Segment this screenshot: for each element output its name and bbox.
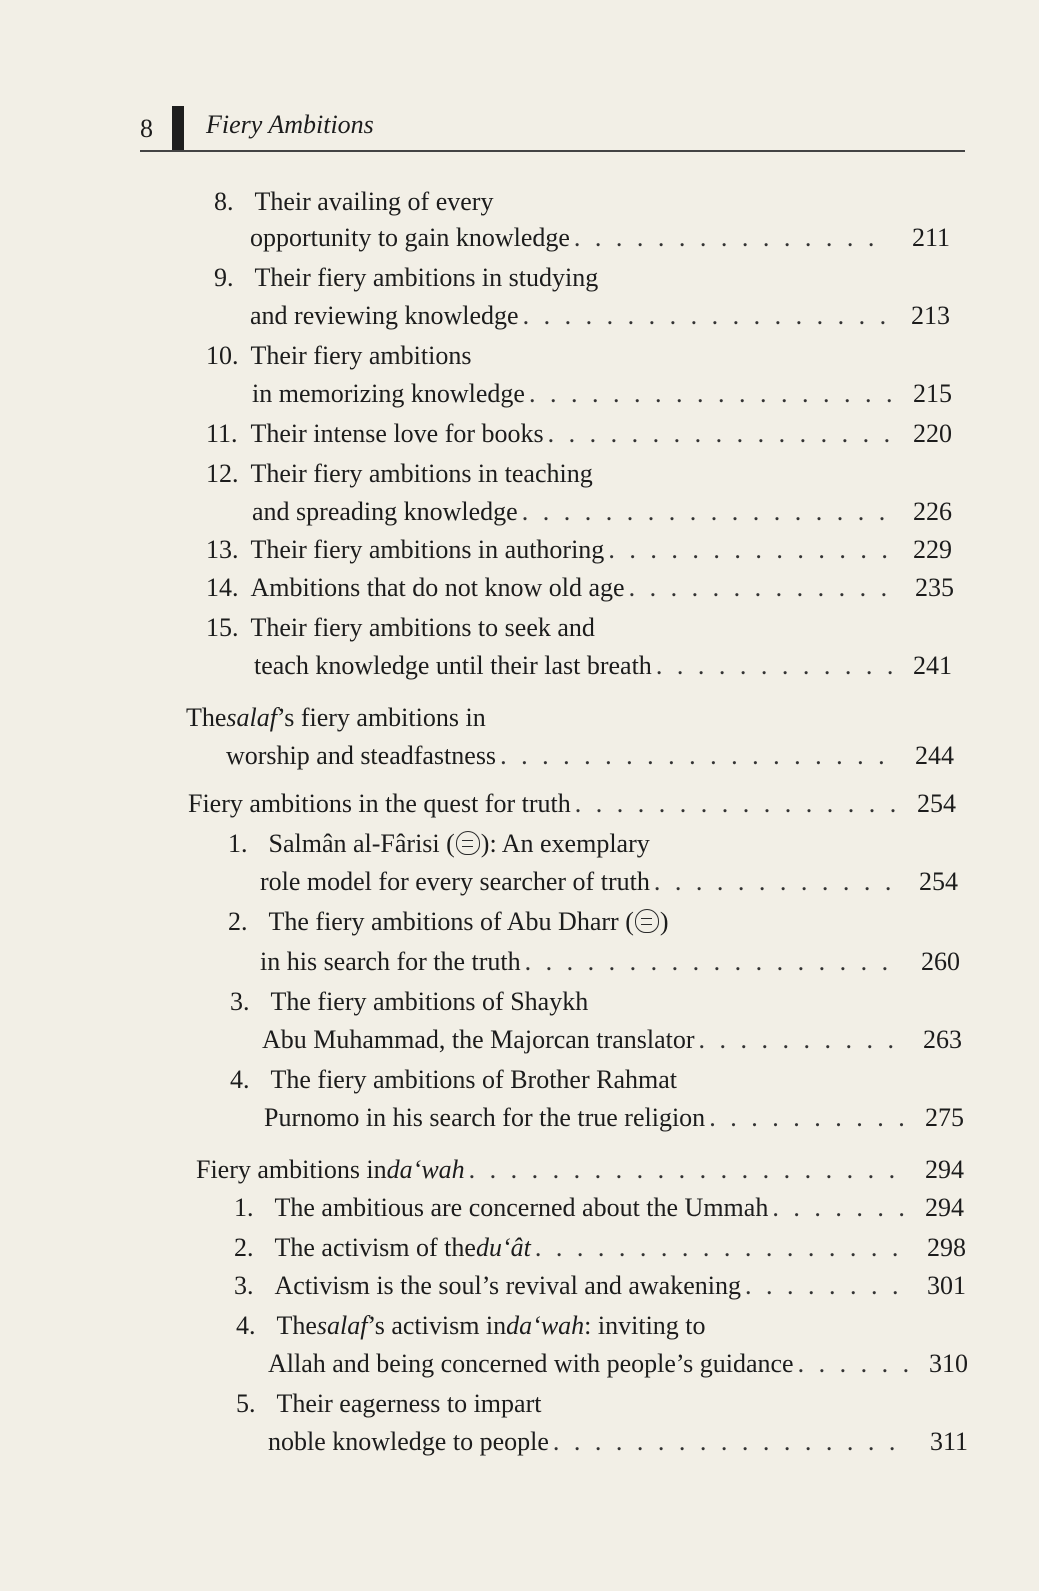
- toc-entry-text: Their fiery ambitions in studying: [254, 263, 599, 292]
- toc-dawah-4: 4. The salaf ’s activism in da‘wah : inviting to: [236, 1311, 706, 1340]
- toc-page-number: 294: [925, 1155, 964, 1184]
- toc-entry-11: 11. Their intense love for books . . . 220: [206, 416, 952, 452]
- toc-dawah-4-cont: [268, 1346, 968, 1382]
- toc-entry-text: Their eagerness to impart: [276, 1389, 542, 1418]
- toc-page-number: 311: [929, 1427, 968, 1456]
- leader-dots: [699, 1022, 903, 1058]
- toc-entry-text: The fiery ambitions of Shaykh: [270, 987, 589, 1016]
- toc-entry-14: 14. Ambitions that do not know old age . . . 235: [206, 570, 954, 606]
- toc-page-number: 213: [911, 301, 950, 330]
- toc-page-number: 254: [917, 789, 956, 818]
- toc-entry-text: Their availing of every: [254, 187, 494, 216]
- toc-section-dawah: Fiery ambitions in da‘wah . . . 294: [196, 1152, 964, 1188]
- honorific-icon: [635, 909, 659, 933]
- toc-dawah-1: 1. The ambitious are concerned about the Ummah . . . 294: [234, 1190, 964, 1226]
- honorific-icon: [456, 831, 480, 855]
- toc-page-number: 294: [925, 1193, 964, 1222]
- toc-dawah-2: 2. The activism of the du‘ât . . . 298: [234, 1230, 966, 1266]
- book-title: Fiery Ambitions: [206, 110, 374, 139]
- toc-entry-text: and reviewing knowledge: [250, 301, 519, 330]
- toc-entry-text: Their fiery ambitions to seek and: [250, 613, 595, 642]
- toc-page-number: 263: [923, 1025, 962, 1054]
- toc-entry-text: Their intense love for books: [250, 419, 544, 448]
- page-number: 8: [140, 114, 153, 143]
- leader-dots: [522, 494, 892, 530]
- toc-entry-text: role model for every searcher of truth: [260, 867, 650, 896]
- leader-dots: [523, 298, 890, 334]
- toc-entry-8: 8. Their availing of every: [214, 184, 954, 220]
- toc-page-number: 260: [921, 947, 960, 976]
- toc-page-number: 220: [913, 419, 952, 448]
- toc-page-number: 235: [915, 573, 954, 602]
- toc-truth-3: 3. The fiery ambitions of Shaykh: [230, 984, 970, 1020]
- toc-entry-text: Activism is the soul’s revival and awakening: [274, 1271, 741, 1300]
- toc-entry-text: Their fiery ambitions in authoring: [250, 535, 605, 564]
- toc-entry-text: Their fiery ambitions: [250, 341, 472, 370]
- toc-page-number: 211: [911, 223, 950, 252]
- toc-entry-12-cont: [252, 494, 952, 530]
- toc-entry-text: Abu Muhammad, the Majorcan translator: [262, 1025, 695, 1054]
- leader-dots: [745, 1268, 906, 1304]
- toc-entry-text: Allah and being concerned with people’s guidance: [268, 1349, 794, 1378]
- toc-entry-text: The ambitious are concerned about the Ummah: [274, 1193, 769, 1222]
- leader-dots: [525, 944, 900, 980]
- toc-page-number: 310: [929, 1349, 968, 1378]
- toc-entry-text: The fiery ambitions of Brother Rahmat: [270, 1065, 678, 1094]
- toc-truth-1-cont: [260, 864, 958, 900]
- leader-dots: [608, 532, 892, 568]
- toc-entry-text: in his search for the truth: [260, 947, 521, 976]
- toc-entry-text: noble knowledge to people: [268, 1427, 549, 1456]
- toc-entry-9-cont: [250, 298, 950, 334]
- leader-dots: [529, 376, 892, 412]
- leader-dots: [574, 220, 890, 256]
- toc-entry-9: 9. Their fiery ambitions in studying: [214, 260, 954, 296]
- leader-dots: [500, 738, 894, 774]
- toc-entry-text: Purnomo in his search for the true religion: [264, 1103, 706, 1132]
- toc-section-truth: [188, 786, 956, 822]
- toc-entry-10-cont: [252, 376, 952, 412]
- toc-entry-15: 15. Their fiery ambitions to seek and: [206, 610, 946, 646]
- toc-truth-2: 2. The fiery ambitions of Abu Dharr ( ): [228, 907, 669, 936]
- toc-entry-text: teach knowledge until their last breath: [254, 651, 652, 680]
- toc-page-number: 226: [913, 497, 952, 526]
- leader-dots: [798, 1346, 908, 1382]
- leader-dots: [553, 1424, 908, 1460]
- toc-page-number: 244: [915, 741, 954, 770]
- toc-entry-text: and spreading knowledge: [252, 497, 518, 526]
- leader-dots: [535, 1230, 906, 1266]
- toc-entry-text: Ambitions that do not know old age: [250, 573, 625, 602]
- toc-page-number: 298: [927, 1233, 966, 1262]
- toc-entry-8-cont: [250, 220, 950, 256]
- leader-dots: [629, 570, 894, 606]
- toc-page-number: 215: [913, 379, 952, 408]
- toc-truth-2-cont: [260, 944, 960, 980]
- toc-entry-text: opportunity to gain knowledge: [250, 223, 570, 252]
- leader-dots: [654, 864, 898, 900]
- toc-truth-1: 1. Salmân al-Fârisi ( ): An exemplary: [228, 829, 650, 858]
- leader-dots: [469, 1152, 904, 1188]
- toc-dawah-5: 5. Their eagerness to impart: [236, 1386, 966, 1422]
- toc-entry-text: in memorizing knowledge: [252, 379, 525, 408]
- toc-entry-text: worship and steadfastness: [226, 741, 497, 770]
- leader-dots: [709, 1100, 904, 1136]
- toc-page-number: 275: [925, 1103, 964, 1132]
- toc-page-number: 301: [927, 1271, 966, 1300]
- toc-page-number: 254: [919, 867, 958, 896]
- toc-section-title: Fiery ambitions in the quest for truth: [188, 789, 571, 818]
- toc-page-number: 229: [913, 535, 952, 564]
- leader-dots: [548, 416, 892, 452]
- toc-dawah-5-cont: [268, 1424, 968, 1460]
- toc-section-salaf-worship-cont: [226, 738, 954, 774]
- toc-dawah-3: 3. Activism is the soul’s revival and awakening . . . 301: [234, 1268, 966, 1304]
- leader-dots: [656, 648, 892, 684]
- toc-truth-3-cont: [262, 1022, 962, 1058]
- toc-entry-text: Their fiery ambitions in teaching: [250, 459, 593, 488]
- toc-page-number: 241: [913, 651, 952, 680]
- toc-entry-10: 10. Their fiery ambitions: [206, 338, 946, 374]
- leader-dots: [772, 1190, 904, 1226]
- toc-entry-15-cont: [254, 648, 952, 684]
- toc-section-salaf-worship: The salaf ’s fiery ambitions in: [186, 703, 486, 732]
- toc-entry-13: 13. Their fiery ambitions in authoring . . . 229: [206, 532, 952, 568]
- toc-entry-12: 12. Their fiery ambitions in teaching: [206, 456, 946, 492]
- leader-dots: [575, 786, 896, 822]
- toc-truth-4: 4. The fiery ambitions of Brother Rahmat: [230, 1062, 970, 1098]
- toc-truth-4-cont: [264, 1100, 964, 1136]
